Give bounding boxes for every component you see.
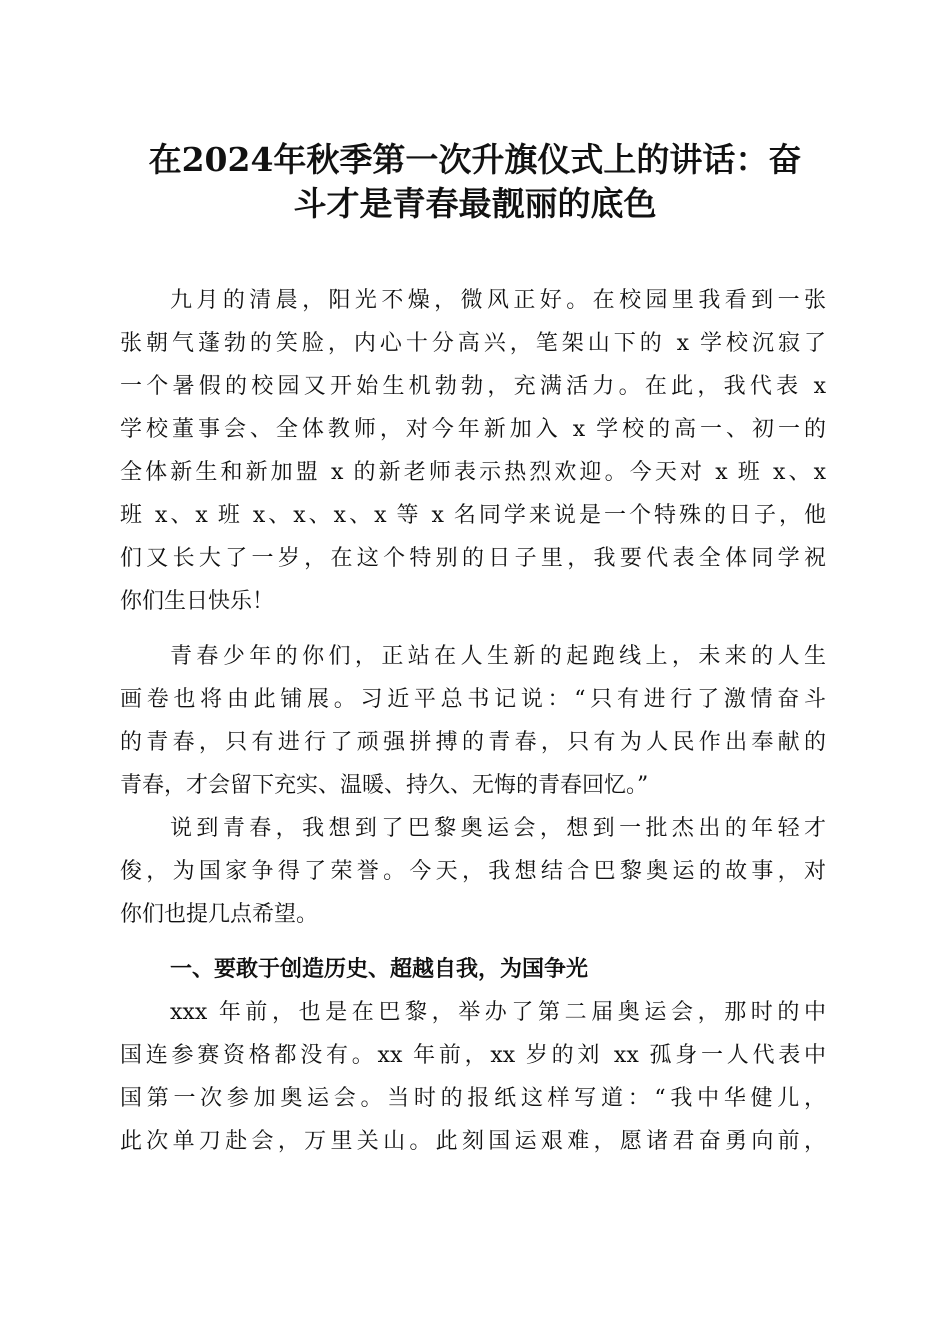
title-line: 在2024年秋季第一次升旗仪式上的讲话：奋 bbox=[148, 140, 802, 179]
text-line: 俊，为国家争得了荣誉。今天，我想结合巴黎奥运的故事，对 bbox=[120, 859, 826, 884]
text-line: 你们也提几点希望。 bbox=[120, 902, 319, 927]
text-line: 一个暑假的校园又开始生机勃勃，充满活力。在此，我代表 x bbox=[120, 374, 826, 399]
paragraph-2 bbox=[120, 635, 826, 807]
text-line: 国连参赛资格都没有。xx 年前，xx 岁的刘 xx 孤身一人代表中 bbox=[120, 1043, 826, 1068]
section-heading: 一、要敢于创造历史、超越自我，为国争光 bbox=[170, 957, 589, 982]
text-line: 们又长大了一岁，在这个特别的日子里，我要代表全体同学祝 bbox=[120, 546, 826, 571]
text-line: 九月的清晨，阳光不燥，微风正好。在校园里我看到一张 bbox=[170, 288, 826, 313]
paragraph-1 bbox=[120, 279, 826, 623]
text-line: 国第一次参加奥运会。当时的报纸这样写道：“我中华健儿， bbox=[120, 1086, 826, 1111]
title-line: 斗才是青春最靓丽的底色 bbox=[293, 184, 657, 223]
document-title bbox=[110, 138, 840, 226]
text-line: 画卷也将由此铺展。习近平总书记说：“只有进行了激情奋斗 bbox=[120, 687, 826, 712]
text-line: 此次单刀赴会，万里关山。此刻国运艰难，愿诸君奋勇向前， bbox=[120, 1129, 826, 1154]
text-line: xxx 年前，也是在巴黎，举办了第二届奥运会，那时的中 bbox=[170, 1000, 826, 1025]
text-line: 说到青春，我想到了巴黎奥运会，想到一批杰出的年轻才 bbox=[170, 816, 826, 841]
text-line: 全体新生和新加盟 x 的新老师表示热烈欢迎。今天对 x 班 x、x bbox=[120, 460, 826, 485]
text-line: 的青春，只有进行了顽强拼搏的青春，只有为人民作出奉献的 bbox=[120, 730, 826, 755]
text-line: 你们生日快乐！ bbox=[120, 589, 275, 614]
text-line: 班 x、x 班 x、x、x、x 等 x 名同学来说是一个特殊的日子，他 bbox=[120, 503, 826, 528]
paragraph-3 bbox=[120, 807, 826, 936]
document-body bbox=[120, 279, 826, 1163]
paragraph-4 bbox=[120, 991, 826, 1163]
text-line: 青春少年的你们，正站在人生新的起跑线上，未来的人生 bbox=[170, 644, 826, 669]
text-line: 张朝气蓬勃的笑脸，内心十分高兴，笔架山下的 x 学校沉寂了 bbox=[120, 331, 826, 356]
text-line: 学校董事会、全体教师，对今年新加入 x 学校的高一、初一的 bbox=[120, 417, 826, 442]
text-line: 青春，才会留下充实、温暖、持久、无悔的青春回忆。” bbox=[120, 773, 649, 798]
